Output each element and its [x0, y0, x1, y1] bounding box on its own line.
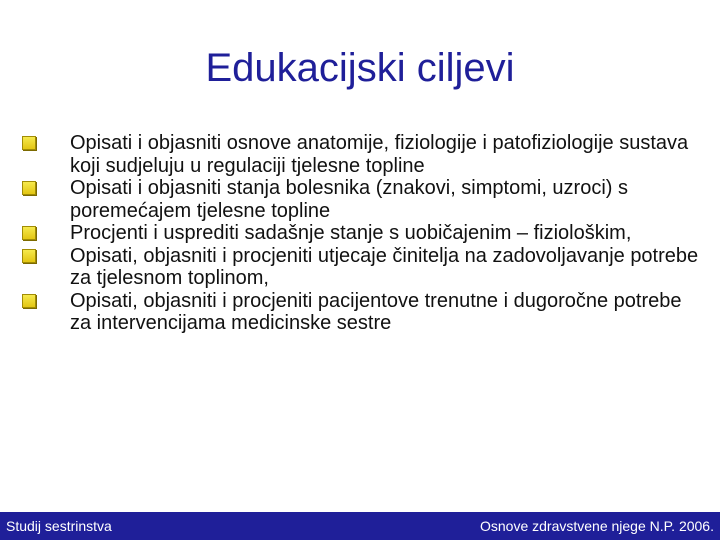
list-item: [22, 245, 702, 290]
list-item: [22, 177, 702, 222]
checkbox-bullet-icon: [22, 249, 36, 263]
bullet-text: Opisati i objasniti osnove anatomije, fiziologije i patofiziologije sustava koji sudjeluju u regulaciji tjelesne topline: [70, 132, 689, 177]
checkbox-bullet-icon: [22, 294, 36, 308]
bullet-text: Opisati i objasniti stanja bolesnika (znakovi, simptomi, uzroci) s poremećajem tjelesne topline: [70, 177, 628, 222]
bullet-text: Opisati, objasniti i procjeniti utjecaje činitelja na zadovoljavanje potrebe za tjelesnom toplinom,: [70, 244, 699, 289]
slide-title: Edukacijski ciljevi: [205, 46, 515, 90]
checkbox-bullet-icon: [22, 181, 36, 195]
footer-bar: [0, 512, 720, 540]
bullet-list: [22, 132, 702, 335]
list-item: [22, 290, 702, 335]
list-item: [22, 222, 702, 245]
footer-right-text: Osnove zdravstvene njege N.P. 2006.: [479, 518, 714, 534]
bullet-text: Procjenti i usprediti sadašnje stanje s uobičajenim – fiziološkim,: [70, 222, 632, 244]
checkbox-bullet-icon: [22, 226, 36, 240]
bullet-text: Opisati, objasniti i procjeniti pacijentove trenutne i dugoročne potrebe za intervencijama medicinske sestre: [70, 289, 682, 334]
list-item: [22, 132, 702, 177]
checkbox-bullet-icon: [22, 136, 36, 150]
footer-left-text: Studij sestrinstva: [6, 518, 112, 534]
